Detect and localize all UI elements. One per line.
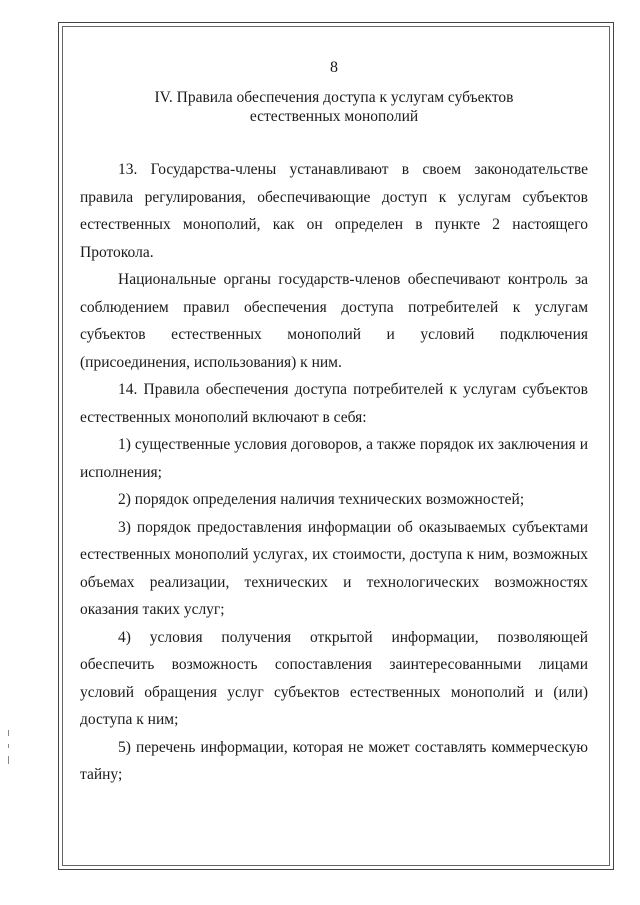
- paragraph-13: 13. Государства-члены устанавливают в своем законодательстве правила регулирования, обеспечивающие доступ к услугам субъектов естественных монополий, как он определен в пункте 2 настоящего Протокола.: [80, 161, 588, 261]
- list-item-1: 1) существенные условия договоров, а также порядок их заключения и исполнения;: [80, 436, 588, 481]
- document-body: [80, 58, 588, 789]
- list-item-3: 3) порядок предоставления информации об оказываемых субъектами естественных монополий услугах, их стоимости, доступа к ним, возможных объемах реализации, технических и технологических возможностях оказания таких услуг;: [80, 518, 588, 618]
- section-heading: [80, 88, 588, 126]
- list-item-5: 5) перечень информации, которая не может составлять коммерческую тайну;: [80, 738, 588, 783]
- scan-margin-marks: [8, 730, 12, 770]
- section-heading-line-1: IV. Правила обеспечения доступа к услугам субъектов: [154, 89, 514, 106]
- list-item-4: 4) условия получения открытой информации, позволяющей обеспечить возможность сопоставления заинтересованными лицами условий обращения услуг субъектов естественных монополий и (или) доступа к ним;: [80, 628, 588, 728]
- list-item-2: 2) порядок определения наличия технических возможностей;: [118, 491, 525, 508]
- paragraph-14: 14. Правила обеспечения доступа потребителей к услугам субъектов естественных монополий включают в себя:: [80, 381, 588, 426]
- section-heading-line-2: естественных монополий: [249, 108, 419, 125]
- paragraph-national-bodies: Национальные органы государств-членов обеспечивают контроль за соблюдением правил обеспечения доступа потребителей к услугам субъектов естественных монополий и условий подключения (присоединения, использования) к ним.: [80, 271, 588, 371]
- page-number: 8: [330, 59, 338, 76]
